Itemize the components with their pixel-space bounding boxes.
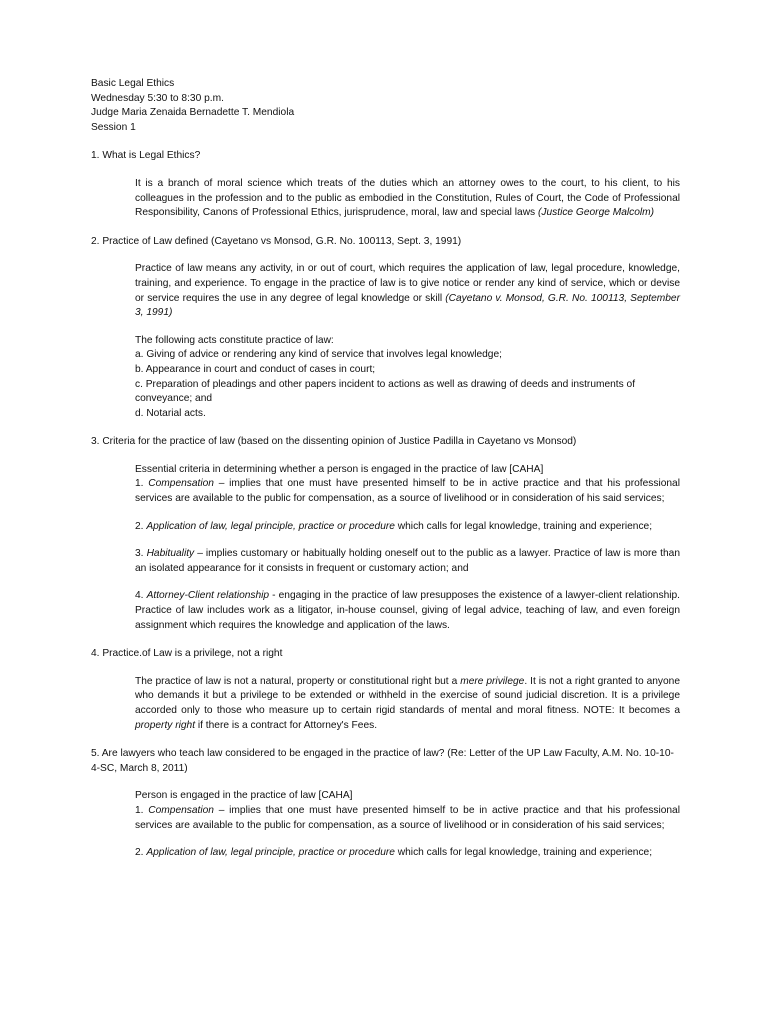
section-3-subheading: Essential criteria in determining whether a person is engaged in the practice of law [CAHA]: [135, 463, 544, 475]
section-5-subheading: Person is engaged in the practice of law [CAHA]: [135, 790, 353, 802]
criterion-term: Application of law, legal principle, practice or procedure: [146, 520, 395, 532]
criterion-term: Attorney-Client relationship: [146, 590, 270, 602]
criterion-term: Compensation: [148, 804, 214, 816]
note-label: NOTE:: [583, 705, 615, 716]
acts-list-item: d. Notarial acts.: [135, 407, 206, 419]
section-2-heading: 2. Practice of Law defined (Cayetano vs Monsod, G.R. No. 100113, Sept. 3, 1991): [91, 235, 462, 247]
section-5-criteria: [135, 789, 680, 860]
section-4-body: The practice of law is not a natural, property or constitutional right but a mere privilege. It is not a right granted to anyone who demands it but a privilege to be extended or withheld in the exercise of sound judicial discretion. It is a privilege accorded only to those who measure up to certain rigid standards of mental and moral fitness. NOTE: It becomes a property right if there is a contract for Attorney's Fees.: [135, 675, 681, 731]
criterion-compensation: 1. Compensation – implies that one must have presented himself to be in active practice and that his professional services are available to the public for compensation, as a source of livelihood or in consideration of his said services;: [135, 804, 680, 831]
criterion-term: Compensation: [148, 478, 214, 490]
criterion-term: Application of law, legal principle, practice or procedure: [146, 847, 395, 859]
course-title: Basic Legal Ethics: [91, 78, 175, 89]
criterion-compensation: 1. Compensation – implies that one must have presented himself to be in active practice and that his professional services are available to the public for compensation, as a source of livelihood or in consideration of his said services;: [135, 478, 680, 505]
criterion-term: Habituality: [146, 548, 195, 560]
acts-list-intro: The following acts constitute practice of law:: [135, 334, 334, 346]
section-1-text: It is a branch of moral science which treats of the duties which an attorney owes to the court, to his client, to his colleagues in the profession and to the public as embodied in the Constitution, Rules of Court, the Code of Professional Responsibility, Canons of Professional Ethics, jurisprudence, moral, law and special laws: [135, 177, 680, 219]
section-2-body: [135, 262, 680, 320]
document-header: [91, 77, 680, 135]
criterion-habituality: 3. Habituality – implies customary or habitually holding oneself out to the public as a lawyer. Practice of law is more than an isolated appearance for it consists in frequent or customary action; and: [135, 548, 680, 574]
section-2-text: Practice of law means any activity, in or out of court, which requires the application of law, legal procedure, knowledge, training, and experience. To engage in the practice of law is to give notice or render any kind of service, which or devise or service requires the use in any degree of legal knowledge or skill: [135, 263, 680, 304]
criterion-application: 2. Application of law, legal principle, practice or procedure which calls for legal knowledge, training and experience;: [135, 520, 653, 532]
course-schedule: Wednesday 5:30 to 8:30 p.m.: [91, 92, 224, 104]
section-1-citation: (Justice George Malcolm): [538, 207, 655, 219]
criterion-attorney-client: 4. Attorney-Client relationship - engaging in the practice of law presupposes the existence of a lawyer-client relationship. Practice of law includes work as a litigator, in-house counsel, giving of legal advice, teaching of law, and even foreign assignment which requires the knowledge and application of the laws.: [135, 590, 680, 631]
acts-list-item: c. Preparation of pleadings and other papers incident to actions as well as drawing of deeds and instruments of conveyance; and: [135, 378, 636, 405]
acts-list: [135, 334, 680, 422]
section-5-heading: 5. Are lawyers who teach law considered to be engaged in the practice of law? (Re: Letter of the UP Law Faculty, A.M. No. 10-10-4-SC, March 8, 2011): [91, 748, 674, 774]
acts-list-item: a. Giving of advice or rendering any kind of service that involves legal knowledge;: [135, 349, 502, 361]
section-3-criteria: [135, 463, 680, 633]
instructor-name: Judge Maria Zenaida Bernadette T. Mendiola: [91, 107, 295, 119]
criterion-application: 2. Application of law, legal principle, practice or procedure which calls for legal knowledge, training and experience;: [135, 847, 653, 859]
section-2-citation: (Cayetano v. Monsod, G.R. No. 100113, September 3, 1991): [135, 292, 680, 319]
session-label: Session 1: [91, 121, 136, 133]
section-1-body: [135, 177, 680, 221]
section-1-heading: 1. What is Legal Ethics?: [91, 150, 201, 162]
acts-list-item: b. Appearance in court and conduct of cases in court;: [135, 363, 376, 375]
section-3-heading: 3. Criteria for the practice of law (based on the dissenting opinion of Justice Padilla in Cayetano vs Monsod): [91, 436, 577, 448]
section-4-heading: 4. Practice.of Law is a privilege, not a right: [91, 648, 283, 660]
